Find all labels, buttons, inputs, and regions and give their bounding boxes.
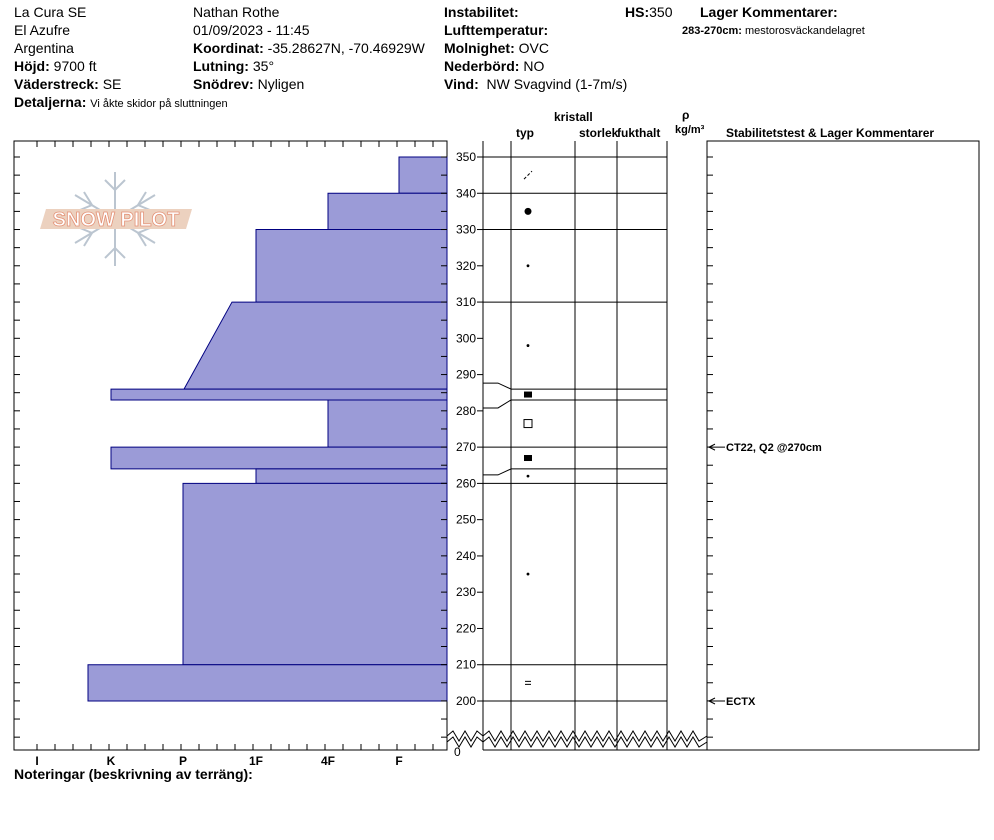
hardness-bar bbox=[328, 193, 447, 229]
col-moisture: fukthalt bbox=[617, 126, 661, 140]
instability-label: Instabilitet: bbox=[444, 4, 519, 20]
depth-tick-label: 220 bbox=[456, 621, 477, 636]
grain-dot-icon bbox=[527, 344, 530, 347]
depth-tick-label: 260 bbox=[456, 476, 477, 491]
layer-connector bbox=[483, 383, 511, 389]
depth-tick-label: 270 bbox=[456, 440, 477, 455]
drift-label: Snödrev: bbox=[193, 76, 254, 92]
hardness-tick-label: 1F bbox=[248, 754, 264, 768]
wind-label: Vind: bbox=[444, 76, 479, 92]
sky-label: Molnighet: bbox=[444, 40, 515, 56]
col-size: storlek bbox=[579, 126, 619, 140]
axis-break bbox=[447, 731, 707, 747]
depth-tick-label: 310 bbox=[456, 295, 477, 310]
layer-connector bbox=[483, 469, 511, 475]
hardness-tick-label: I bbox=[35, 754, 39, 768]
col-type: typ bbox=[516, 126, 534, 140]
grain-symbols bbox=[524, 171, 532, 684]
aspect-label: Väderstreck: bbox=[14, 76, 99, 92]
grain-crust-icon bbox=[524, 392, 532, 398]
grain-dot-icon bbox=[527, 264, 530, 267]
col-density-unit: kg/m³ bbox=[675, 124, 705, 136]
snowpilot-logo bbox=[40, 172, 192, 266]
hardness-bar bbox=[184, 302, 447, 389]
depth-tick-label: 240 bbox=[456, 548, 477, 563]
hardness-bar bbox=[256, 469, 447, 484]
datetime: 01/09/2023 - 11:45 bbox=[193, 22, 310, 38]
elevation-value: 9700 ft bbox=[53, 58, 97, 74]
depth-tick-label: 320 bbox=[456, 258, 477, 273]
depth-tick-label: 280 bbox=[456, 403, 477, 418]
depth-tick-label: 200 bbox=[456, 694, 477, 708]
hardness-bar bbox=[328, 400, 447, 447]
col-stability: Stabilitetstest & Lager Kommentarer bbox=[726, 126, 935, 140]
grain-dot-icon bbox=[527, 475, 530, 478]
hardness-tick-label: F bbox=[395, 754, 403, 768]
hardness-tick-label: 4F bbox=[320, 754, 336, 768]
layer-comment-range: 283-270cm: bbox=[682, 25, 742, 37]
hs-label: HS: bbox=[625, 4, 650, 20]
hardness-bar bbox=[399, 157, 447, 193]
area: El Azufre bbox=[14, 22, 71, 38]
depth-tick-label: 330 bbox=[456, 222, 477, 237]
coord-value: -35.28627N, -70.46929W bbox=[267, 40, 425, 56]
hs-value: 350 bbox=[649, 4, 673, 20]
layer-comment-text: mestorosväckandelagret bbox=[745, 25, 865, 37]
depth-tick-label: 230 bbox=[456, 585, 477, 600]
depth-tick-label: 350 bbox=[456, 150, 477, 164]
layer-comments-title: Lager Kommentarer: bbox=[700, 4, 838, 20]
location: La Cura SE bbox=[14, 4, 87, 20]
slope-label: Lutning: bbox=[193, 58, 249, 74]
wind-value: NW Svagvind (1-7m/s) bbox=[486, 76, 628, 92]
hardness-bar bbox=[111, 389, 447, 400]
hardness-bar bbox=[256, 230, 447, 303]
grain-precip-icon bbox=[524, 171, 532, 179]
notes-label: Noteringar (beskrivning av terräng): bbox=[14, 766, 253, 782]
grain-dot-icon bbox=[527, 573, 530, 576]
depth-tick-label: 250 bbox=[456, 512, 477, 527]
test-label: CT22, Q2 @270cm bbox=[726, 442, 822, 455]
grain-round-icon bbox=[525, 208, 532, 215]
drift-value: Nyligen bbox=[257, 76, 305, 92]
depth-zero-label: 0 bbox=[454, 745, 461, 759]
sky-value: OVC bbox=[518, 40, 549, 56]
grain-faceted-icon bbox=[524, 420, 532, 428]
precip-label: Nederbörd: bbox=[444, 58, 520, 74]
slope-value: 35° bbox=[252, 58, 275, 74]
observer: Nathan Rothe bbox=[193, 4, 280, 20]
elevation-label: Höjd: bbox=[14, 58, 50, 74]
airtemp-label: Lufttemperatur: bbox=[444, 22, 549, 38]
hardness-tick-label: P bbox=[178, 754, 188, 768]
grain-crust-icon bbox=[524, 455, 532, 461]
depth-tick-label: 210 bbox=[456, 657, 477, 672]
layer-connector bbox=[483, 400, 511, 408]
hardness-tick-label: K bbox=[106, 754, 116, 768]
depth-tick-label: 300 bbox=[456, 331, 477, 346]
details-value: Vi åkte skidor på sluttningen bbox=[90, 98, 228, 110]
details-label: Detaljerna: bbox=[14, 94, 87, 110]
aspect-value: SE bbox=[102, 76, 122, 92]
col-crystal: kristall bbox=[554, 110, 593, 124]
hardness-bar bbox=[88, 665, 447, 701]
depth-tick-label: 290 bbox=[456, 367, 477, 382]
country: Argentina bbox=[14, 40, 74, 56]
hardness-bar bbox=[183, 483, 447, 664]
depth-axis bbox=[456, 150, 483, 708]
depth-tick-label: 340 bbox=[456, 186, 477, 201]
col-rho: ρ bbox=[682, 108, 690, 122]
hardness-bar bbox=[111, 447, 447, 469]
precip-value: NO bbox=[523, 58, 545, 74]
coord-label: Koordinat: bbox=[193, 40, 264, 56]
test-label: ECTX bbox=[726, 696, 756, 708]
stability-tests bbox=[709, 442, 822, 708]
logo-text: SNOW PILOT bbox=[52, 209, 180, 231]
